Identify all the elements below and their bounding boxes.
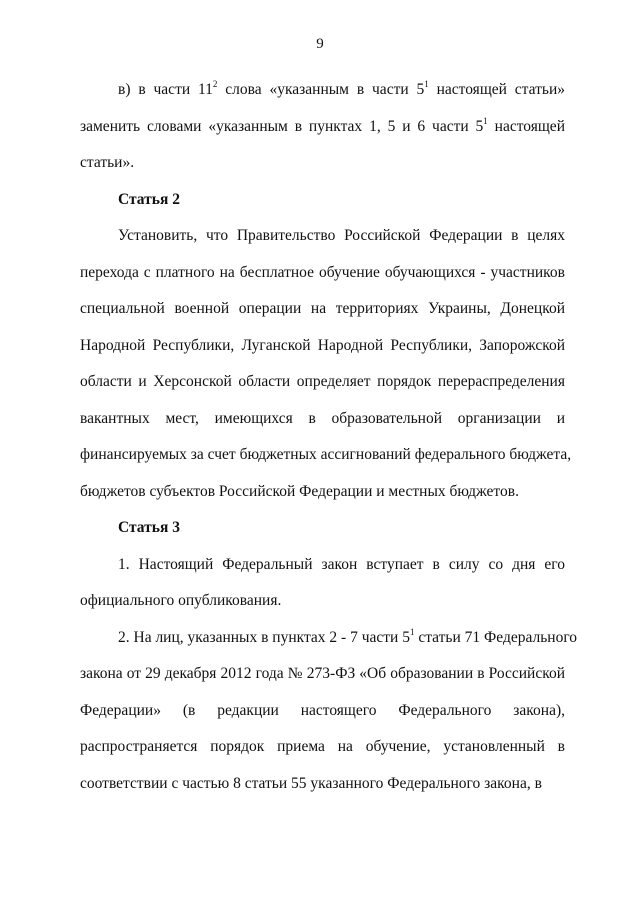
text-line [80, 401, 565, 438]
text-segment: Статья 3 [118, 519, 180, 536]
article-heading [80, 510, 565, 547]
page-number: 9 [316, 36, 324, 52]
paragraph [80, 547, 565, 620]
superscript: 2 [212, 79, 218, 89]
text-segment: специальной военной операции на территориях Украины, Донецкой [80, 300, 565, 317]
text-line [80, 693, 565, 730]
text-segment: бюджетов субъектов Российской Федерации и местных бюджетов. [80, 482, 519, 500]
text-segment: заменить словами «указанным в пунктах 1, 5 и 6 части 5 [80, 117, 484, 135]
text-line [80, 620, 578, 657]
text-segment: Установить, что Правительство Российской Федерации в целях [118, 227, 565, 244]
text-segment: настоящей [487, 117, 565, 135]
text-line [80, 182, 565, 219]
text-line [80, 729, 565, 766]
text-line [80, 364, 565, 401]
text-segment: в) в части 11 [118, 81, 213, 98]
text-line [80, 766, 565, 803]
text-segment: финансируемых за счет бюджетных ассигнований федерального бюджета, [80, 446, 572, 463]
text-segment: официального опубликования. [80, 592, 282, 609]
superscript: 1 [424, 79, 429, 89]
article-heading [80, 182, 565, 219]
text-segment: соответствии с частью 8 статьи 55 указанного Федерального закона, в [80, 774, 542, 792]
text-segment: области и Херсонской области определяет порядок перераспределения [80, 373, 565, 390]
text-segment: распространяется порядок приема на обучение, установленный в [80, 738, 565, 755]
paragraph [80, 72, 565, 182]
paragraph [80, 620, 578, 803]
text-line [80, 510, 565, 547]
text-line [80, 437, 572, 474]
text-line [80, 474, 565, 511]
text-line [80, 547, 565, 584]
document-body [80, 72, 578, 802]
superscript: 1 [409, 626, 415, 637]
text-line [80, 291, 565, 328]
text-line [80, 583, 565, 620]
text-segment: настоящей статьи» [428, 81, 565, 98]
text-line [80, 109, 565, 146]
text-segment: перехода с платного на бесплатное обучение обучающихся - участников [80, 263, 565, 281]
text-segment: Статья 2 [118, 190, 180, 208]
text-line [80, 145, 565, 182]
text-segment: Федерации» (в редакции настоящего Федерального закона), [80, 701, 565, 719]
text-segment: слова «указанным в части 5 [217, 81, 425, 98]
text-line [80, 656, 565, 693]
text-line [80, 255, 565, 292]
paragraph [80, 218, 572, 510]
text-segment: Народной Республики, Луганской Народной Республики, Запорожской [80, 336, 565, 354]
text-line [80, 328, 565, 365]
text-line [80, 218, 565, 255]
text-segment: статьи 71 Федерального [414, 628, 578, 646]
text-segment: 2. На лиц, указанных в пунктах 2 - 7 части 5 [118, 628, 410, 646]
text-line [80, 72, 565, 109]
text-segment: 1. Настоящий Федеральный закон вступает в силу со дня его [118, 555, 565, 573]
text-segment: вакантных мест, имеющихся в образовательной организации и [80, 409, 565, 427]
superscript: 1 [483, 115, 488, 126]
text-segment: статьи». [80, 154, 135, 171]
text-segment: закона от 29 декабря 2012 года № 273-ФЗ «Об образовании в Российской [80, 665, 565, 682]
